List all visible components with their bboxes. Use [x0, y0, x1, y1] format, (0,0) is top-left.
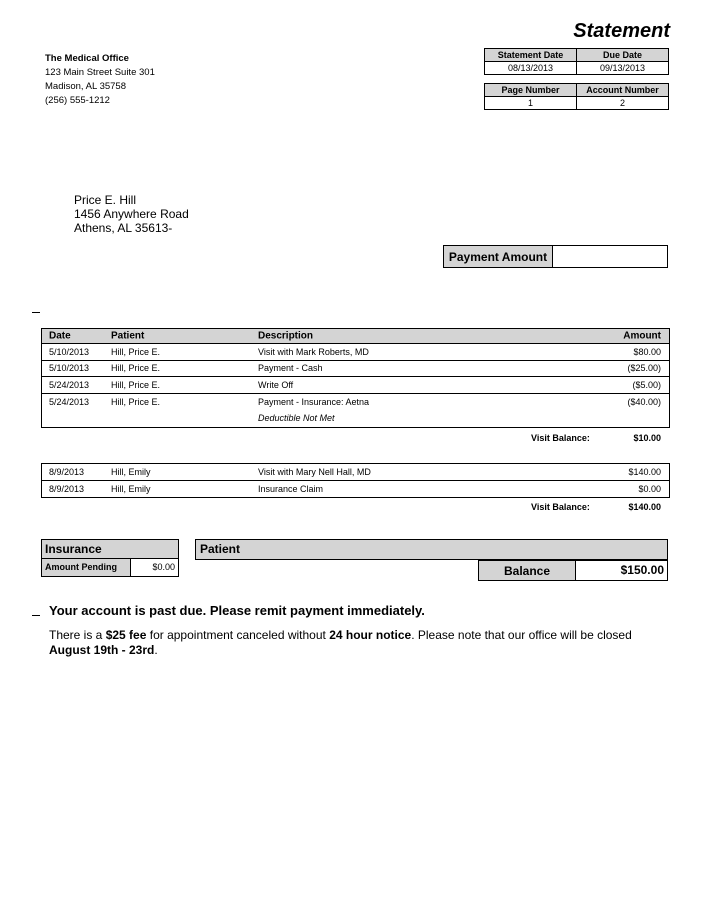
visit-balance-value-2: $140.00: [628, 502, 661, 512]
office-phone: (256) 555-1212: [45, 95, 110, 106]
office-address-block: [45, 52, 155, 108]
amount-pending-row: [42, 559, 178, 576]
row-description: Write Off: [258, 379, 294, 390]
statement-date-value: 08/13/2013: [485, 62, 577, 75]
fold-mark-bottom: [32, 615, 40, 616]
page-account-table: [484, 83, 669, 110]
patient-header: Patient: [195, 539, 668, 560]
page-number-label: Page Number: [485, 84, 577, 97]
ledger-row: [42, 377, 669, 394]
recipient-address-line2: Athens, AL 35613-: [74, 221, 173, 235]
row-date: 5/10/2013: [49, 346, 90, 357]
visit-balance-label-1: Visit Balance:: [531, 433, 590, 443]
row-amount: $80.00: [633, 346, 661, 357]
row-date: 8/9/2013: [49, 483, 85, 494]
insurance-summary-box: [41, 539, 179, 577]
visit-balance-value-1: $10.00: [633, 433, 661, 443]
row-amount: $0.00: [638, 483, 661, 494]
balance-label: Balance: [479, 561, 576, 580]
visit-balance-label-2: Visit Balance:: [531, 502, 590, 512]
recipient-address-line1: 1456 Anywhere Road: [74, 207, 189, 221]
amount-column-header: Amount: [623, 330, 661, 342]
row-date: 5/24/2013: [49, 379, 90, 390]
ledger-header-row: [42, 329, 669, 344]
row-date: 5/10/2013: [49, 363, 90, 374]
visit-ledger-1: [41, 328, 670, 428]
row-amount: ($40.00): [627, 396, 661, 407]
fee-amount: $25 fee: [105, 628, 147, 642]
visit-ledger-2: [41, 463, 670, 498]
due-date-value: 09/13/2013: [577, 62, 669, 75]
row-description: Payment - Insurance: Aetna: [258, 396, 370, 407]
balance-value: $150.00: [620, 563, 664, 577]
account-number-value: 2: [577, 97, 669, 110]
ledger-row: [42, 481, 669, 498]
ledger-row: [42, 394, 669, 411]
payment-amount-field[interactable]: [553, 246, 667, 267]
due-date-label: Due Date: [577, 49, 669, 62]
fee-prefix: There is a: [49, 628, 106, 642]
row-description: Payment - Cash: [258, 363, 323, 374]
row-patient: Hill, Price E.: [111, 346, 161, 357]
statement-title: Statement: [573, 20, 670, 42]
account-number-label: Account Number: [577, 84, 669, 97]
description-column-header: Description: [258, 330, 314, 342]
row-amount: $140.00: [628, 466, 661, 477]
fold-mark-top: [32, 312, 40, 313]
page-number-value: 1: [485, 97, 577, 110]
row-description: Insurance Claim: [258, 483, 324, 494]
fee-suffix: . Please note that our office will be closed: [411, 628, 632, 642]
ledger-row: [42, 344, 669, 361]
recipient-name: Price E. Hill: [74, 193, 137, 207]
row-note: Deductible Not Met: [258, 413, 335, 424]
ledger-note-row: [42, 410, 669, 427]
ledger-row: [42, 361, 669, 378]
office-address-line1: 123 Main Street Suite 301: [45, 67, 155, 78]
fee-middle: for appointment canceled without: [146, 628, 330, 642]
row-date: 8/9/2013: [49, 466, 85, 477]
closed-dates: August 19th - 23rd: [49, 642, 155, 657]
insurance-header: Insurance: [42, 540, 178, 559]
office-address-line2: Madison, AL 35758: [45, 81, 126, 92]
fee-notice: 24 hour notice: [329, 628, 412, 642]
row-patient: Hill, Price E.: [111, 396, 161, 407]
office-name: The Medical Office: [45, 53, 129, 64]
payment-amount-box: [443, 245, 668, 268]
office-notice-message: [49, 628, 649, 657]
row-patient: Hill, Price E.: [111, 379, 161, 390]
row-patient: Hill, Price E.: [111, 363, 161, 374]
amount-pending-label: Amount Pending: [42, 559, 131, 576]
date-column-header: Date: [49, 330, 71, 342]
statement-date-label: Statement Date: [485, 49, 577, 62]
amount-pending-value: $0.00: [152, 562, 175, 572]
row-description: Visit with Mark Roberts, MD: [258, 346, 369, 357]
statement-dates-table: [484, 48, 669, 75]
row-patient: Hill, Emily: [111, 483, 151, 494]
ledger-row: [42, 464, 669, 481]
payment-amount-label: Payment Amount: [444, 246, 553, 267]
row-amount: ($25.00): [627, 363, 661, 374]
row-description: Visit with Mary Nell Hall, MD: [258, 466, 371, 477]
closed-end: .: [154, 642, 158, 657]
patient-column-header: Patient: [111, 330, 145, 342]
balance-box: [478, 560, 668, 581]
row-patient: Hill, Emily: [111, 466, 151, 477]
row-amount: ($5.00): [632, 379, 661, 390]
recipient-address-block: [74, 193, 189, 235]
row-date: 5/24/2013: [49, 396, 90, 407]
past-due-message: Your account is past due. Please remit payment immediately.: [49, 603, 425, 618]
